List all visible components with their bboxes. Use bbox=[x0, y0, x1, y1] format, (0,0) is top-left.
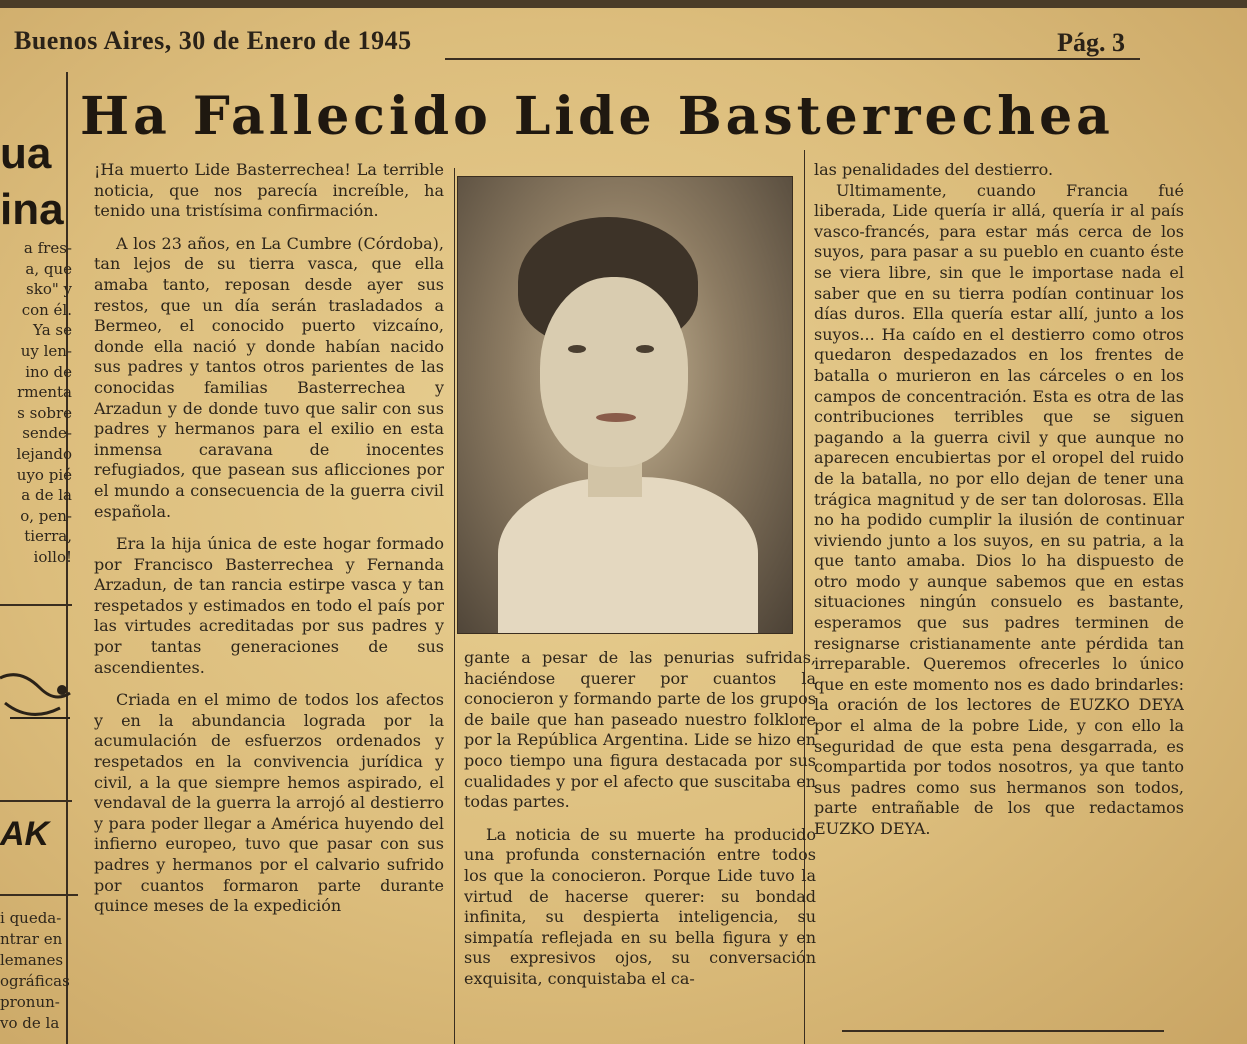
neighbor-rule-3 bbox=[0, 894, 78, 896]
article-end-rule bbox=[842, 1030, 1164, 1032]
article-paragraph: las penalidades del destierro. bbox=[814, 160, 1054, 179]
article-column-3 bbox=[814, 160, 1184, 1020]
neighbor-rule-2 bbox=[0, 800, 72, 802]
article-paragraph: Criada en el mimo de todos los afectos y en la abundancia lograda por la acumulación de esfuerzos ordenados y respetados en la convivencia jurídica y civil, a la que siempre hemos aspirado, el vendaval de la guerra la arrojó al destierro y para poder llegar a América huyendo del infierno europeo, tuvo que pasar con sus padres y hermanos por el calvario sufrido por cuantos formaron parte durante quince meses de la expedición bbox=[94, 690, 444, 916]
column-divider-1 bbox=[454, 168, 455, 1044]
neighbor-line: con él. bbox=[21, 300, 72, 319]
neighbor-headline-2: ina bbox=[0, 185, 64, 234]
neighbor-line: pronun- bbox=[0, 993, 60, 1011]
neighbor-line: lejando bbox=[16, 444, 72, 463]
neighbor-line: lemanes bbox=[0, 951, 64, 969]
neighbor-line: Ya se bbox=[32, 321, 72, 340]
page-number: Pág. 3 bbox=[1057, 28, 1125, 57]
header-rule bbox=[445, 58, 1140, 60]
neighbor-line: uyo pié bbox=[16, 465, 72, 484]
neighbor-stamp: AK bbox=[0, 815, 50, 853]
article-paragraph: ¡Ha muerto Lide Basterrechea! La terrible noticia, que nos parecía increíble, ha tenido una tristísima confirmación. bbox=[94, 160, 444, 221]
article-paragraph: gante a pesar de las penurias sufridas, haciéndose querer por cuantos la conocieron y formando parte de los grupos de baile que han paseado nuestro folklore por la República Argentina. Lide se hizo en poco tiempo una figura destacada por sus cualidades y por el afecto que suscitaba en todas partes. bbox=[464, 648, 816, 812]
neighbor-rule-1 bbox=[0, 604, 72, 606]
neighbor-line: sende- bbox=[22, 424, 72, 443]
neighbor-line: sko" y bbox=[26, 280, 72, 299]
neighbor-line: iollo! bbox=[33, 547, 72, 566]
article-column-2 bbox=[464, 648, 816, 1044]
article-paragraph: A los 23 años, en La Cumbre (Córdoba), tan lejos de su tierra vasca, que ella amaba tanto, reposan desde ayer sus restos, que un día serán trasladados a Bermeo, el conocido puerto vizcaíno, donde ella nació y donde habían nacido sus padres y tantos otros parientes de las conocidas familias Basterrechea y Arzadun y de donde tuvo que salir con sus padres y hermanos para el exilio en esta inmensa caravana de inocentes refugiados, que pasean sus aflicciones por el mundo a consecuencia de la guerra civil española. bbox=[94, 233, 444, 521]
article-paragraph: La noticia de su muerte ha producido una profunda consternación entre todos los que la conocieron. Porque Lide tuvo la virtud de hacerse querer: su bondad infinita, su despierta inteligencia, su simpatía reflejada en su bella figura y en sus expresivos ojos, su conversación exquisita, conquistaba el ca- bbox=[464, 824, 816, 988]
neighbor-line: rmenta bbox=[17, 383, 72, 402]
neighbor-line: uy len- bbox=[20, 341, 72, 360]
neighbor-line: s sobre bbox=[17, 403, 72, 422]
top-border bbox=[0, 0, 1247, 8]
neighbor-line: a fres- bbox=[23, 239, 72, 257]
ornament-illustration bbox=[0, 648, 78, 738]
portrait-photo bbox=[457, 176, 793, 634]
dateline: Buenos Aires, 30 de Enero de 1945 bbox=[14, 26, 412, 55]
headline: Ha Fallecido Lide Basterrechea bbox=[80, 86, 1114, 147]
neighbor-line: a, que bbox=[25, 259, 72, 278]
article-paragraph: Era la hija única de este hogar formado por Francisco Basterrechea y Fernanda Arzadun, de tan rancia estirpe vasca y tan respetados y estimados en todo el país por las virtudes acreditadas por sus padres y por tantas generaciones de sus ascendientes. bbox=[94, 534, 444, 677]
neighbor-line: ntrar en bbox=[0, 930, 63, 948]
article-paragraph: Ultimamente, cuando Francia fué liberada, Lide quería ir allá, quería ir al país vasco-francés, para estar más cerca de los suyos, para pasar a su pueblo en cuanto éste se viera libre, sin que le importase nada el saber que en su tierra podían continuar los días duros. Ella quería estar allí, junto a los suyos... Ha caído en el destierro como otros quedaron despedazados en los frentes de batalla o murieron en las cárceles o en los campos de concentración. Esta es otra de las contribuciones terribles que se siguen pagando a la guerra civil y que aunque no aparecen encubiertas por el oropel del ruido de la batalla, no por ello dejan de tener una trágica magnitud y de ser tan dolorosas. Ella no ha podido cumplir la ilusión de continuar viviendo junto a los suyos, en su patria, a la que tanto amaba. Dios lo ha dispuesto de otro modo y aunque sabemos que en estas situaciones ningún consuelo es bastante, esperamos que sus padres terminen de resignarse cristianamente ante pérdida tan irreparable. Queremos ofrecerles lo único que en este momento nos es dado brindarles: la oración de los lectores de EUZKO DEYA por el alma de la pobre Lide, y con ello la seguridad de que esta pena desgarrada, es compartida por todos nosotros, ya que tanto sus padres como sus hermanos son todos, parte entrañable de los que redactamos EUZKO DEYA. bbox=[814, 180, 1184, 838]
neighbor-line: o, pen- bbox=[20, 506, 72, 525]
neighbor-line: ino de bbox=[25, 362, 72, 381]
neighbor-line: i queda- bbox=[0, 909, 62, 927]
neighbor-headline-1: ua bbox=[0, 129, 52, 178]
neighbor-line: vo de la bbox=[0, 1014, 60, 1032]
neighbor-line: ográficas bbox=[0, 972, 70, 990]
article-column-1 bbox=[94, 160, 444, 1044]
neighbor-article bbox=[0, 126, 72, 568]
neighbor-line: tierra, bbox=[24, 527, 72, 546]
neighbor-line: a de la bbox=[21, 486, 72, 505]
